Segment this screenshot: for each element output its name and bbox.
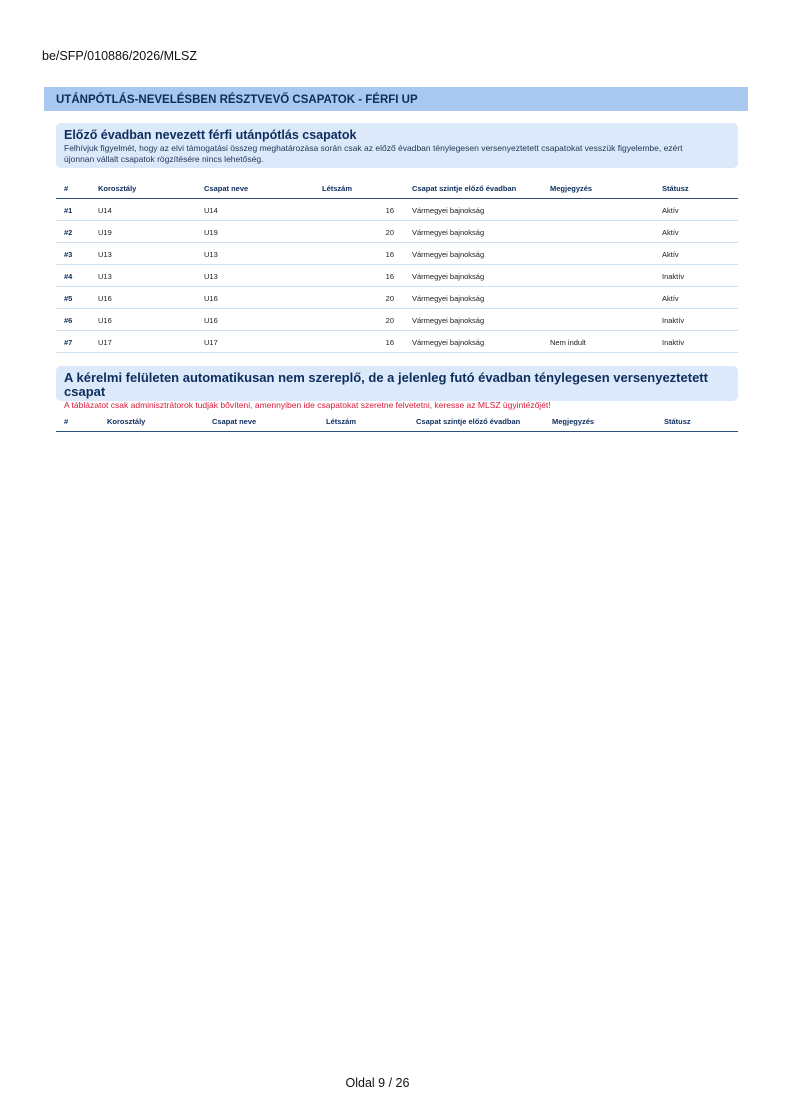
cell-age-group: U17: [98, 338, 112, 347]
table-row: [56, 331, 738, 353]
cell-team-name: U14: [204, 206, 218, 215]
cell-status: Aktív: [662, 250, 679, 259]
cell-level: Vármegyei bajnokság: [412, 294, 485, 303]
cell-age-group: U19: [98, 228, 112, 237]
col-remark-header: Megjegyzés: [550, 184, 593, 193]
cell-level: Vármegyei bajnokság: [412, 228, 485, 237]
cell-age-group: U16: [98, 316, 112, 325]
table-header: [56, 176, 738, 199]
cell-team-name: U13: [204, 272, 218, 281]
cell-team-name: U17: [204, 338, 218, 347]
cell-num: #1: [64, 206, 73, 215]
cell-status: Aktív: [662, 228, 679, 237]
col-level-header: Csapat szintje előző évadban: [412, 184, 517, 193]
current-season-note: A táblázatot csak adminisztrátorok tudják bővíteni, amennyiben ide csapatokat szeretne felvetetni, keresse az MLSZ ügyintézőjét!: [64, 400, 551, 410]
cell-team-name: U16: [204, 316, 218, 325]
previous-season-panel: [56, 123, 738, 168]
cell-team-name: U16: [204, 294, 218, 303]
cell-team-name: U19: [204, 228, 218, 237]
table-header: [56, 409, 738, 432]
cell-remark: Nem indult: [550, 338, 586, 347]
cell-headcount: 16: [385, 338, 394, 347]
cell-level: Vármegyei bajnokság: [412, 338, 485, 347]
previous-season-note-line1: Felhívjuk figyelmét, hogy az elvi támogatási összeg meghatározása során csak az előző évadban ténylegesen versenyeztetett csapatokat vesszük figyelembe, ezért: [64, 143, 683, 153]
previous-season-note-line2: újonnan vállalt csapatok rögzítésére nincs lehetőség.: [64, 154, 264, 164]
cell-num: #4: [64, 272, 73, 281]
table-row: [56, 309, 738, 331]
col-age-group-header: Korosztály: [98, 184, 137, 193]
cell-headcount: 16: [385, 206, 394, 215]
col-num-header: #: [64, 184, 69, 193]
cell-headcount: 16: [385, 272, 394, 281]
cell-team-name: U13: [204, 250, 218, 259]
table-row: [56, 199, 738, 221]
cell-num: #5: [64, 294, 73, 303]
cell-num: #3: [64, 250, 73, 259]
document-id: be/SFP/010886/2026/MLSZ: [42, 49, 197, 63]
current-season-table: [56, 409, 738, 432]
col-num-header: #: [64, 417, 69, 426]
cell-age-group: U14: [98, 206, 112, 215]
col-status-header: Státusz: [662, 184, 689, 193]
table-row: [56, 265, 738, 287]
cell-status: Aktív: [662, 294, 679, 303]
cell-headcount: 20: [385, 228, 394, 237]
col-headcount-header: Létszám: [322, 184, 353, 193]
cell-age-group: U13: [98, 272, 112, 281]
current-season-title: A kérelmi felületen automatikusan nem szereplő, de a jelenleg futó évadban ténylegesen versenyeztetett csapat: [64, 370, 708, 399]
cell-headcount: 20: [385, 294, 394, 303]
previous-season-table: [56, 176, 738, 353]
current-season-panel: [56, 366, 738, 410]
col-team-name-header: Csapat neve: [212, 417, 257, 426]
cell-level: Vármegyei bajnokság: [412, 250, 485, 259]
page-number: Oldal 9 / 26: [345, 1076, 410, 1090]
table-row: [56, 287, 738, 309]
col-team-name-header: Csapat neve: [204, 184, 249, 193]
cell-headcount: 16: [385, 250, 394, 259]
cell-status: Aktív: [662, 206, 679, 215]
cell-level: Vármegyei bajnokság: [412, 206, 485, 215]
col-headcount-header: Létszám: [326, 417, 357, 426]
table-row: [56, 243, 738, 265]
col-remark-header: Megjegyzés: [552, 417, 595, 426]
section-header: UTÁNPÓTLÁS-NEVELÉSBEN RÉSZTVEVŐ CSAPATOK - FÉRFI UP: [44, 87, 748, 111]
cell-status: Inaktív: [662, 316, 685, 325]
table-row: [56, 221, 738, 243]
cell-level: Vármegyei bajnokság: [412, 316, 485, 325]
col-status-header: Státusz: [664, 417, 691, 426]
cell-num: #7: [64, 338, 73, 347]
cell-status: Inaktív: [662, 338, 685, 347]
cell-status: Inaktív: [662, 272, 685, 281]
cell-level: Vármegyei bajnokság: [412, 272, 485, 281]
cell-age-group: U13: [98, 250, 112, 259]
cell-num: #2: [64, 228, 73, 237]
col-level-header: Csapat szintje előző évadban: [416, 417, 521, 426]
cell-num: #6: [64, 316, 73, 325]
cell-age-group: U16: [98, 294, 112, 303]
col-age-group-header: Korosztály: [107, 417, 146, 426]
cell-headcount: 20: [385, 316, 394, 325]
previous-season-title: Előző évadban nevezett férfi utánpótlás csapatok: [64, 128, 357, 142]
